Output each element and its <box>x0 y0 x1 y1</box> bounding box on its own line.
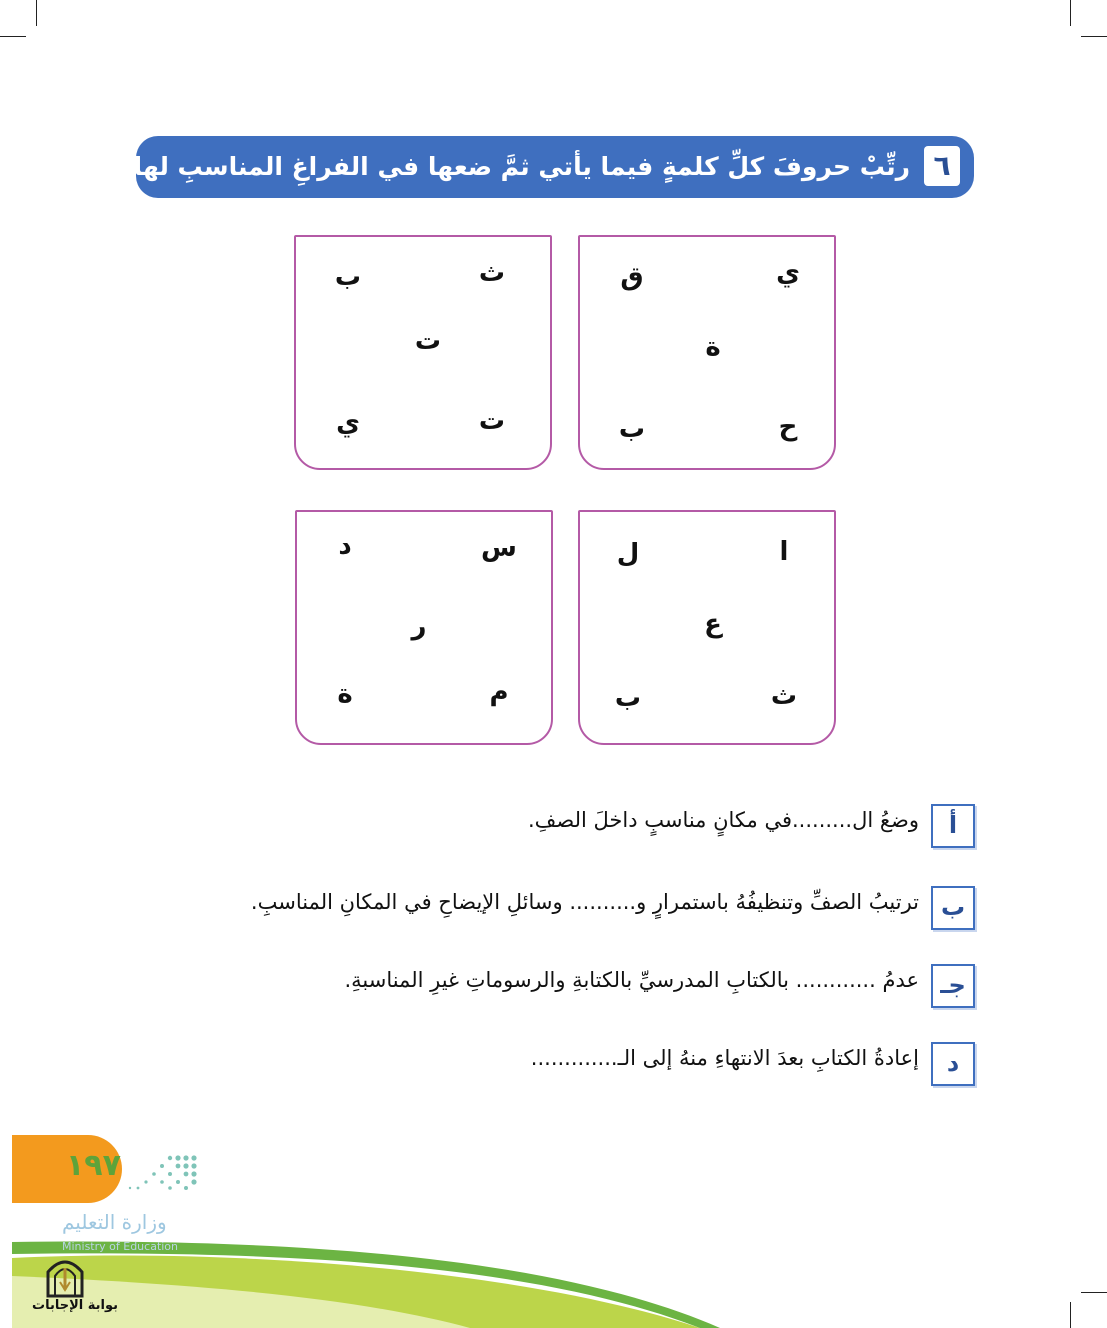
puzzle-letter: ع <box>704 609 722 639</box>
ministry-name-arabic: وزارة التعليم <box>62 1210 167 1234</box>
puzzle-letter: ر <box>411 611 427 641</box>
puzzle-letter: س <box>481 533 517 563</box>
puzzle-letter: ب <box>618 414 646 444</box>
puzzle-letter: ة <box>705 332 721 362</box>
portal-logo-icon <box>44 1254 86 1298</box>
letter-puzzle-box <box>578 510 836 745</box>
crop-mark <box>36 0 37 26</box>
question-row <box>155 964 975 1008</box>
question-text: وضعُ ال.........في مكانٍ مناسبٍ داخلَ الصفِ. <box>527 808 919 832</box>
puzzle-letter: ي <box>776 258 800 288</box>
letter-puzzle-box <box>578 235 836 470</box>
puzzle-letter: م <box>489 677 509 707</box>
exercise-number: ٦ <box>924 146 960 186</box>
puzzle-letter: ث <box>770 681 798 711</box>
letter-puzzle-box <box>295 510 553 745</box>
question-label: جـ <box>931 964 975 1008</box>
ministry-logo-dots <box>124 1152 198 1192</box>
portal-name: بوابة الإجابات <box>32 1298 118 1313</box>
crop-mark <box>1070 0 1071 26</box>
question-text: إعادةُ الكتابِ بعدَ الانتهاءِ منهُ إلى الـ............. <box>530 1046 919 1070</box>
page-number: ١٩٧ <box>66 1148 121 1183</box>
question-label: ب <box>931 886 975 930</box>
question-row <box>155 1042 975 1086</box>
puzzle-letter: ح <box>778 412 798 442</box>
question-text: ترتيبُ الصفِّ وتنظيفُهُ باستمرارٍ و.......... وسائلِ الإيضاحِ في المكانِ المناسبِ. <box>250 890 919 914</box>
letter-puzzle-box <box>294 235 552 470</box>
puzzle-letter: ق <box>620 262 644 292</box>
puzzle-letter: ا <box>779 537 789 567</box>
puzzle-letter: ب <box>334 262 362 292</box>
puzzle-letter: ة <box>337 679 353 709</box>
puzzle-letter: ل <box>616 539 640 569</box>
question-row <box>155 804 975 848</box>
question-text: عدمُ ............ بالكتابِ المدرسيِّ بالكتابةِ والرسوماتِ غيرِ المناسبةِ. <box>344 968 919 992</box>
footer-swoosh <box>0 1188 1107 1328</box>
question-label: د <box>931 1042 975 1086</box>
puzzle-letter: ب <box>614 683 642 713</box>
crop-mark <box>1081 36 1107 37</box>
puzzle-letter: ي <box>336 408 360 438</box>
ministry-name-english: Ministry of Education <box>62 1240 179 1253</box>
puzzle-letter: د <box>338 531 352 561</box>
puzzle-letter: ت <box>414 326 442 356</box>
crop-mark <box>0 36 26 37</box>
exercise-instruction: رتِّبْ حروفَ كلِّ كلمةٍ فيما يأتي ثمَّ ضعها في الفراغِ المناسبِ لها : <box>114 152 910 181</box>
question-label: أ <box>931 804 975 848</box>
puzzle-letter: ث <box>478 258 506 288</box>
exercise-header <box>114 136 974 198</box>
puzzle-letter: ت <box>478 406 506 436</box>
question-row <box>155 886 975 930</box>
